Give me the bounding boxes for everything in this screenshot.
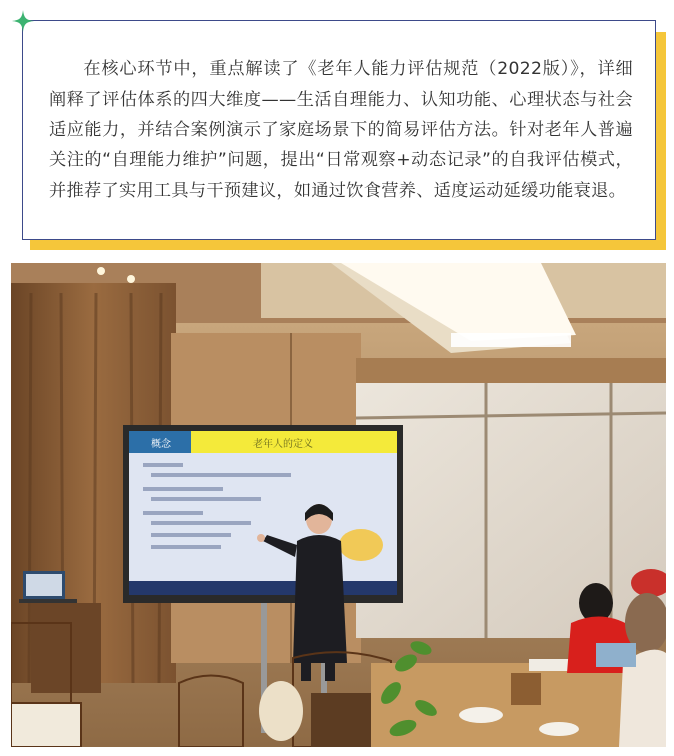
text-card (22, 20, 656, 240)
seminar-scene (11, 263, 666, 747)
seminar-photo (11, 263, 666, 747)
sparkle-icon (12, 10, 34, 32)
article-paragraph: 在核心环节中，重点解读了《老年人能力评估规范（2022版）》，详细阐释了评估体系的四大维度——生活自理能力、认知功能、心理状态与社会适应能力，并结合案例演示了家庭场景下的简易评估方法。针对老年人普遍关注的“自理能力维护”问题，提出“日常观察+动态记录”的自我评估模式，并推荐了实用工具与干预建议，如通过饮食营养、适度运动延缓功能衰退。 (49, 59, 633, 201)
slide-title: 老年人的定义 (253, 439, 313, 450)
slide-tag: 概念 (151, 439, 171, 450)
